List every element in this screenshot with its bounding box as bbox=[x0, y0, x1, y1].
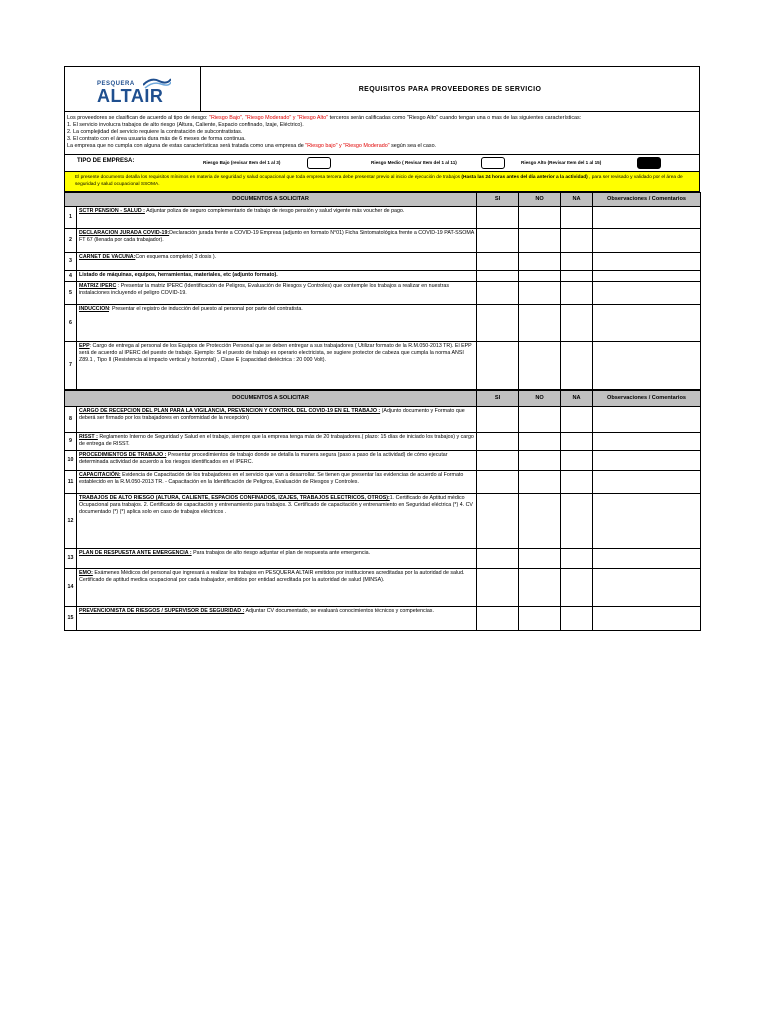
tipo-empresa-row bbox=[64, 154, 700, 172]
requirement-text: (Adjunto documento y Formato que deberá ser firmado por los trabajadores en conformidad de la recepción) bbox=[79, 408, 465, 421]
no-cell[interactable] bbox=[519, 549, 561, 569]
table-row bbox=[65, 549, 701, 569]
col-si: SI bbox=[477, 391, 519, 407]
requirement-title: PROCEDIMIENTOS DE TRABAJO : bbox=[79, 452, 167, 458]
requirement-description bbox=[77, 569, 477, 607]
table-row bbox=[65, 229, 701, 253]
requirement-title: EMO: bbox=[79, 570, 93, 576]
riesgo-medio-checkbox[interactable] bbox=[481, 157, 505, 169]
requirement-description bbox=[77, 229, 477, 253]
table-row bbox=[65, 494, 701, 549]
observations-cell[interactable] bbox=[593, 494, 701, 549]
table-row bbox=[65, 282, 701, 305]
na-cell[interactable] bbox=[561, 229, 593, 253]
observations-cell[interactable] bbox=[593, 253, 701, 271]
requirement-description bbox=[77, 342, 477, 390]
si-cell[interactable] bbox=[477, 282, 519, 305]
table-row bbox=[65, 471, 701, 494]
table-row bbox=[65, 271, 701, 282]
requirement-description bbox=[77, 407, 477, 433]
no-cell[interactable] bbox=[519, 305, 561, 342]
na-cell[interactable] bbox=[561, 569, 593, 607]
observations-cell[interactable] bbox=[593, 471, 701, 494]
row-number: 13 bbox=[65, 549, 77, 569]
row-number: 14 bbox=[65, 569, 77, 607]
intro-item-2: 2. La complejidad del servicio requiere la contratación de subcontratistas. bbox=[67, 129, 243, 135]
requirement-title: TRABAJOS DE ALTO RIESGO (ALTURA, CALIENTE, ESPACIOS CONFINADOS, IZAJES, TRABAJOS ELECTRICOS, OTROS): bbox=[79, 495, 390, 501]
observations-cell[interactable] bbox=[593, 229, 701, 253]
si-cell[interactable] bbox=[477, 207, 519, 229]
requirement-description bbox=[77, 494, 477, 549]
observations-cell[interactable] bbox=[593, 207, 701, 229]
no-cell[interactable] bbox=[519, 494, 561, 549]
requirement-text: Para trabajos de alto riesgo adjuntar el plan de respuesta ante emergencia. bbox=[191, 550, 371, 556]
row-number: 1 bbox=[65, 207, 77, 229]
table-row bbox=[65, 342, 701, 390]
na-cell[interactable] bbox=[561, 342, 593, 390]
row-number: 10 bbox=[65, 451, 77, 471]
col-no: NO bbox=[519, 193, 561, 207]
wave-icon bbox=[143, 77, 171, 89]
si-cell[interactable] bbox=[477, 229, 519, 253]
observations-cell[interactable] bbox=[593, 569, 701, 607]
requirement-text: Adjuntar CV documentado, se evaluará conocimientos técnicos y competencias. bbox=[244, 608, 434, 614]
na-cell[interactable] bbox=[561, 207, 593, 229]
si-cell[interactable] bbox=[477, 407, 519, 433]
requirement-text: Reglamento Interno de Seguridad y Salud en el trabajo, siempre que la empresa tenga más de 20 trabajadores.( plazo: 15 días de iniciado los trabajos) y cargo de entrega de RISST. bbox=[79, 434, 474, 447]
table-row bbox=[65, 407, 701, 433]
table-header-row bbox=[65, 391, 701, 407]
requirements-table-2 bbox=[64, 390, 701, 631]
requirement-text: Con esquema completo( 3 dosis ). bbox=[135, 254, 217, 260]
row-number: 6 bbox=[65, 305, 77, 342]
na-cell[interactable] bbox=[561, 433, 593, 451]
si-cell[interactable] bbox=[477, 569, 519, 607]
requirement-title: CAPACITACIÓN: bbox=[79, 472, 121, 478]
riesgo-bajo-label: Riesgo Bajo (revisar Item del 1 al 3) bbox=[203, 160, 281, 165]
requirement-title: INDUCCION bbox=[79, 306, 110, 312]
row-number: 7 bbox=[65, 342, 77, 390]
si-cell[interactable] bbox=[477, 342, 519, 390]
tipo-empresa-label: TIPO DE EMPRESA: bbox=[77, 158, 135, 164]
no-cell[interactable] bbox=[519, 433, 561, 451]
requirement-description bbox=[77, 271, 477, 282]
si-cell[interactable] bbox=[477, 253, 519, 271]
observations-cell[interactable] bbox=[593, 451, 701, 471]
no-cell[interactable] bbox=[519, 451, 561, 471]
row-number: 4 bbox=[65, 271, 77, 282]
requirement-description bbox=[77, 549, 477, 569]
na-cell[interactable] bbox=[561, 494, 593, 549]
observations-cell[interactable] bbox=[593, 282, 701, 305]
table-row bbox=[65, 253, 701, 271]
requirement-title: CARGO DE RECEPCION DEL PLAN PARA LA VIGILANCIA, PREVENCION Y CONTROL DEL COVID-19 EN EL TRABAJO : bbox=[79, 408, 381, 414]
na-cell[interactable] bbox=[561, 451, 593, 471]
col-obs: Observaciones / Comentarios bbox=[593, 193, 701, 207]
row-number: 3 bbox=[65, 253, 77, 271]
observations-cell[interactable] bbox=[593, 433, 701, 451]
na-cell[interactable] bbox=[561, 305, 593, 342]
row-number: 15 bbox=[65, 607, 77, 631]
observations-cell[interactable] bbox=[593, 305, 701, 342]
requirement-description bbox=[77, 471, 477, 494]
requirement-title: SCTR PENSION - SALUD : bbox=[79, 208, 145, 214]
no-cell[interactable] bbox=[519, 607, 561, 631]
riesgo-bajo-checkbox[interactable] bbox=[307, 157, 331, 169]
logo-big-text: ALTAIR bbox=[97, 86, 164, 106]
table-row bbox=[65, 451, 701, 471]
no-cell[interactable] bbox=[519, 253, 561, 271]
requirement-text: 1. Certificado de Aptitud médico Ocupacional para trabajos. 2. Certificado de capacitación y entrenamiento para trabajos. 3. Certificado de capacitación y entrenamiento en Seguridad eléctrica (*) 4. CV documentado (*) (*) aplica solo en caso de trabajos eléctricos . bbox=[79, 495, 473, 515]
row-number: 8 bbox=[65, 407, 77, 433]
no-cell[interactable] bbox=[519, 229, 561, 253]
requirement-title: CARNET DE VACUNA: bbox=[79, 254, 136, 260]
requirement-title: PREVENCIONISTA DE RIESGOS / SUPERVISOR DE SEGURIDAD : bbox=[79, 608, 245, 614]
col-si: SI bbox=[477, 193, 519, 207]
requirement-title: EPP bbox=[79, 343, 90, 349]
requirement-description bbox=[77, 451, 477, 471]
requirement-text: Declaración jurada frente a COVID-19 Empresa (adjunto en formato N°01) Ficha Sintomatológica frente a COVID-19 PAT-SSOMA FT 67 (llenada por cada trabajador). bbox=[79, 230, 475, 243]
si-cell[interactable] bbox=[477, 549, 519, 569]
document-title: REQUISITOS PARA PROVEEDORES DE SERVICIO bbox=[358, 85, 542, 93]
col-no: NO bbox=[519, 391, 561, 407]
si-cell[interactable] bbox=[477, 271, 519, 282]
requirement-text: Adjuntar poliza de seguro complementario de trabajo de riesgo pensión y salud vigente más voucher de pago. bbox=[144, 208, 405, 214]
na-cell[interactable] bbox=[561, 271, 593, 282]
no-cell[interactable] bbox=[519, 471, 561, 494]
col-doc: DOCUMENTOS A SOLICITAR bbox=[65, 193, 477, 207]
requirement-title: DECLARACION JURADA COVID-19: bbox=[79, 230, 170, 236]
table-row bbox=[65, 607, 701, 631]
intro-item-3: 3. El contrato con el área usuaria dura más de 6 meses de forma continua. bbox=[67, 136, 246, 142]
observations-cell[interactable] bbox=[593, 342, 701, 390]
table-row bbox=[65, 207, 701, 229]
requirement-description bbox=[77, 433, 477, 451]
observations-cell[interactable] bbox=[593, 607, 701, 631]
si-cell[interactable] bbox=[477, 607, 519, 631]
requirement-title: RISST : bbox=[79, 434, 98, 440]
no-cell[interactable] bbox=[519, 271, 561, 282]
requirement-text: Presentar procedimientos de trabajo donde se detalla la manera segura (paso a paso de la actividad) de cómo ejecutar determinada actividad de acuerdo a los riesgos identificados en el IPERC. bbox=[79, 452, 448, 465]
si-cell[interactable] bbox=[477, 433, 519, 451]
intro-last-line: La empresa que no cumpla con alguna de estas características será tratada como una empresa de "Riesgo bajo" y "Riesgo Moderado" según sea el caso. bbox=[67, 143, 437, 149]
row-number: 5 bbox=[65, 282, 77, 305]
no-cell[interactable] bbox=[519, 207, 561, 229]
na-cell[interactable] bbox=[561, 549, 593, 569]
no-cell[interactable] bbox=[519, 569, 561, 607]
row-number: 9 bbox=[65, 433, 77, 451]
observations-cell[interactable] bbox=[593, 549, 701, 569]
requirements-table-1 bbox=[64, 192, 701, 390]
col-na: NA bbox=[561, 391, 593, 407]
requirement-text: Evidencia de Capacitación de los trabajadores en el servicio que van a desarrollar. Se tienen que presentar las evidencias de acuerdo al Formato establecido en la R.M.050-2013 TR. - Capacitación en la Identificación de Peligros, Evaluación de Riesgos y Controles. bbox=[79, 472, 464, 485]
na-cell[interactable] bbox=[561, 471, 593, 494]
na-cell[interactable] bbox=[561, 607, 593, 631]
table-header-row bbox=[65, 193, 701, 207]
header bbox=[64, 66, 700, 112]
observations-cell[interactable] bbox=[593, 271, 701, 282]
na-cell[interactable] bbox=[561, 282, 593, 305]
intro-text bbox=[64, 112, 700, 154]
observations-cell[interactable] bbox=[593, 407, 701, 433]
intro-item-1: 1. El servicio involucra trabajos de alto riesgo (Altura, Caliente, Espacio confinado, Izaje, Eléctrico). bbox=[67, 122, 304, 128]
document-page bbox=[64, 66, 700, 631]
si-cell[interactable] bbox=[477, 471, 519, 494]
logo-small-text: PESQUERA bbox=[97, 81, 135, 87]
row-number: 2 bbox=[65, 229, 77, 253]
requirement-description bbox=[77, 207, 477, 229]
na-cell[interactable] bbox=[561, 407, 593, 433]
requirement-text: : Presentar la matriz IPERC (Identificación de Peligros, Evaluación de Riesgos y Controles) que contemple los trabajos a realizar en nuestras instalaciones incluyendo el peligro COVID-19. bbox=[79, 283, 449, 296]
company-logo bbox=[65, 67, 201, 111]
requirement-title: PLAN DE RESPUESTA ANTE EMERGENCIA : bbox=[79, 550, 192, 556]
table-row bbox=[65, 569, 701, 607]
row-number: 11 bbox=[65, 471, 77, 494]
riesgo-alto-label: Riesgo Alto (Revisar Item del 1 al 15) bbox=[521, 160, 602, 165]
requirement-text: : Presentar el registro de inducción del puesto al personal por parte del contratista. bbox=[109, 306, 303, 312]
requirement-description bbox=[77, 282, 477, 305]
requirement-description bbox=[77, 305, 477, 342]
riesgo-alto-checkbox[interactable] bbox=[637, 157, 661, 169]
col-na: NA bbox=[561, 193, 593, 207]
intro-line-1: Los proveedores se clasifican de acuerdo al tipo de riesgo: "Riesgo Bajo", "Riesgo Moderado" y "Riesgo Alto" terceros serán calificadas como "Riesgo Alto" cuando tengan una o mas de las siguientes características: bbox=[67, 115, 582, 121]
table-row bbox=[65, 305, 701, 342]
si-cell[interactable] bbox=[477, 451, 519, 471]
requirement-title: MATRIZ IPERC bbox=[79, 283, 117, 289]
requirement-description bbox=[77, 253, 477, 271]
na-cell[interactable] bbox=[561, 253, 593, 271]
no-cell[interactable] bbox=[519, 342, 561, 390]
row-number: 12 bbox=[65, 494, 77, 549]
si-cell[interactable] bbox=[477, 305, 519, 342]
col-doc: DOCUMENTOS A SOLICITAR bbox=[65, 391, 477, 407]
col-obs: Observaciones / Comentarios bbox=[593, 391, 701, 407]
requirement-text: Listado de máquinas, equipos, herramientas, materiales, etc (adjunto formato). bbox=[79, 272, 278, 278]
no-cell[interactable] bbox=[519, 282, 561, 305]
requirement-text: : Cargo de entrega al personal de los Equipos de Protección Personal que se deben entregar a sus trabajadores ( Utilizar formato de la R.M.050-2013 TR). El EPP será de acuerdo al IPERC del puesto de trabajo. Ejemplo: Si el puesto de trabajo es operario electricista, se sugiere protector de cabeza que cumpla la norma ANSI Z89.1 , Tipo II (Resistencia al impacto vertical y horizontal) , Clase E (capacidad dieléctrica : 20 000 Volt). bbox=[79, 343, 472, 363]
table-row bbox=[65, 433, 701, 451]
requirement-text: Exámenes Médicos del personal que ingresará a realizar los trabajos en PESQUERA ALTAIR emitidos por instituciones acreditadas por la autoridad de salud. Certificado de aptitud medica ocupacional por cada trabajador, emitidos por entidad acreditada por la autoridad de salud (MINSA). bbox=[79, 570, 465, 583]
si-cell[interactable] bbox=[477, 494, 519, 549]
no-cell[interactable] bbox=[519, 407, 561, 433]
notice-banner: El presente documento detalla los requisitos mínimos en materia de seguridad y salud ocupacional que toda empresa tercera debe presentar previo al inicio de ejecución de trabajos (Hasta las 24 horas antes del día anterior a la actividad) , para ser revisado y validado por el área de seguridad y salud ocupacional SSOMA. bbox=[64, 172, 700, 192]
requirement-description bbox=[77, 607, 477, 631]
riesgo-medio-label: Riesgo Medio ( Revisar Item del 1 al 11) bbox=[371, 160, 457, 165]
